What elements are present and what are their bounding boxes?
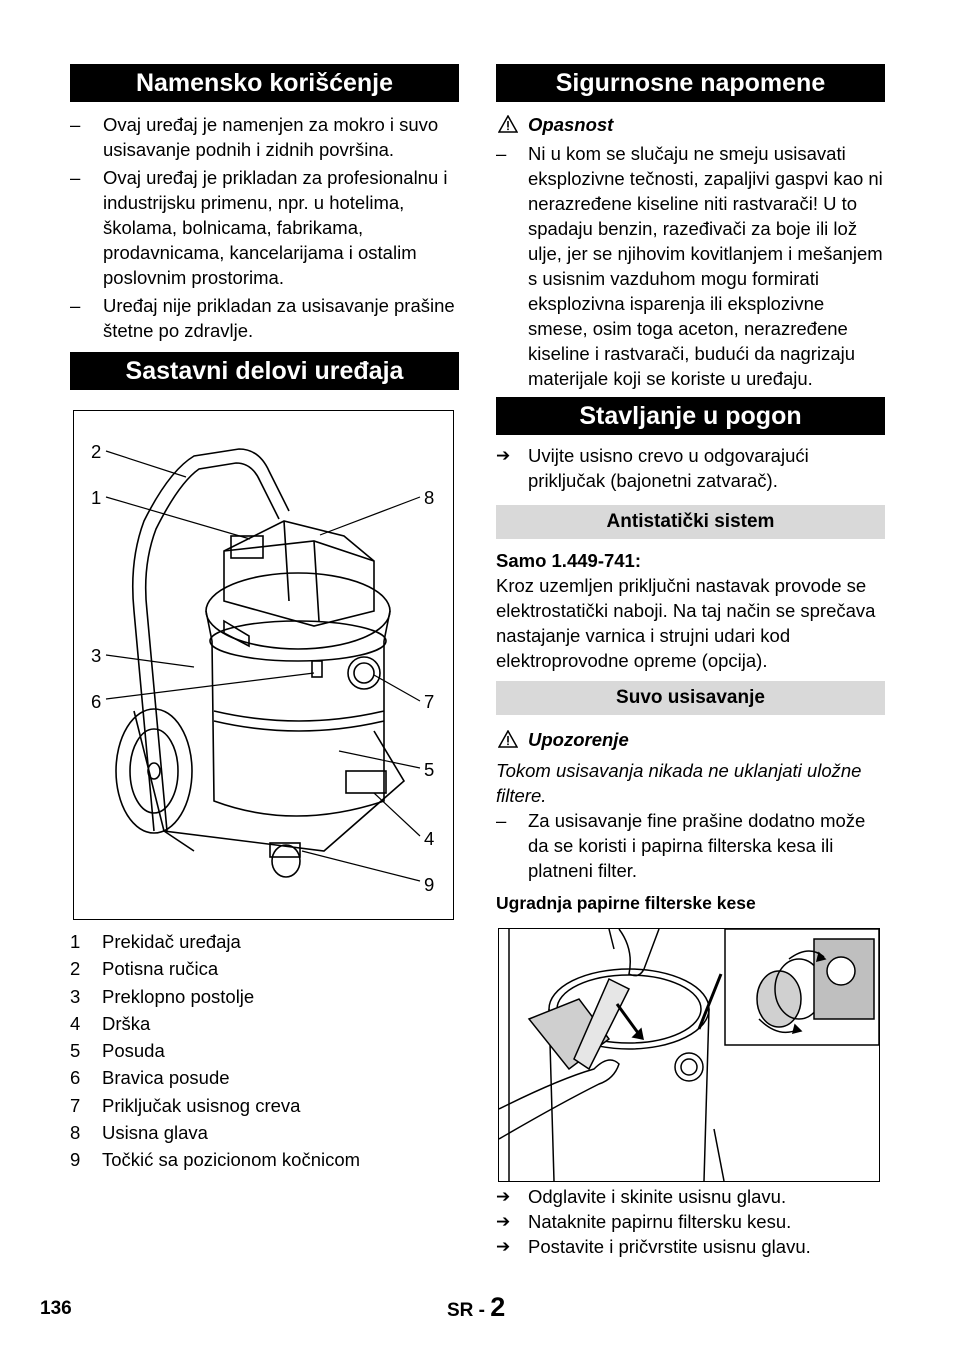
dash-icon: – xyxy=(70,114,81,135)
list-item: 2 Potisna ručica xyxy=(70,958,219,980)
callout-label: 1 xyxy=(91,487,102,508)
callout-label: 5 xyxy=(424,759,435,780)
arrow-right-icon: ➔ xyxy=(496,1237,511,1256)
list-item: 8 Usisna glava xyxy=(70,1122,208,1144)
callout-label: 6 xyxy=(91,691,102,712)
intended-use-list xyxy=(70,112,459,343)
callout-label: 4 xyxy=(424,828,435,849)
dry-vacuum-item: – Za usisavanje fine prašine dodatno može da se koristi i papirna filterska kesa ili platneni filter. xyxy=(496,810,866,881)
subheading-dry-vacuum: Suvo usisavanje xyxy=(496,681,885,715)
danger-text: – Ni u kom se slučaju ne smeju usisavati eksplozivne tečnosti, zapaljivi gaspvi kao ni nerazređene kiseline niti rastvarači! U to spadaju benzin, razeđivači za boje ili lož ulje, jer se njihovim kovitlanjem i mešanjem s usisnim vazduhom mogu formirati eksplozivna isparenja ili eksplozivne smese, osim toga aceton, nerazređene kiseline i rastvarači, budući da nagrizaju materijale koji se koriste u uređaju. xyxy=(496,143,883,389)
install-step: ➔ Nataknite papirnu filtersku kesu. xyxy=(496,1211,792,1232)
section-heading-startup: Stavljanje u pogon xyxy=(496,397,885,435)
vacuum-cleaner-illustration xyxy=(74,411,453,919)
subheading-antistatic: Antistatički sistem xyxy=(496,505,885,539)
callout-label: 3 xyxy=(91,645,102,666)
language-page-label xyxy=(447,1292,505,1323)
dash-icon: – xyxy=(70,167,81,188)
danger-label: Opasnost xyxy=(496,112,885,137)
dash-icon: – xyxy=(496,143,507,164)
antistatic-text: Kroz uzemljen priključni nastavak provode se elektrostatički naboji. Na taj način se sprečava nastajanje varnica i strujni udari kod elektroprovodne opreme (opcija). xyxy=(496,575,876,671)
parts-list xyxy=(70,928,459,1174)
filter-bag-illustration xyxy=(499,929,879,1181)
install-heading: Ugradnja papirne filterske kese xyxy=(496,893,756,913)
install-step: ➔ Odglavite i skinite usisnu glavu. xyxy=(496,1186,787,1207)
callout-label: 2 xyxy=(91,441,102,462)
callout-label: 8 xyxy=(424,487,435,508)
section-heading-components: Sastavni delovi uređaja xyxy=(70,352,459,390)
section-heading-intended-use: Namensko korišćenje xyxy=(70,64,459,102)
arrow-right-icon: ➔ xyxy=(496,1187,511,1206)
list-item: 4 Drška xyxy=(70,1012,151,1034)
vacuum-figure xyxy=(73,410,454,920)
warning-text: Tokom usisavanja nikada ne uklanjati uložne filtere. xyxy=(496,760,862,806)
warning-triangle-icon xyxy=(498,730,518,748)
page-number: 136 xyxy=(40,1298,72,1319)
language-page-number: 2 xyxy=(490,1292,506,1322)
list-item: 9 Točkić sa pozicionom kočnicom xyxy=(70,1149,361,1171)
dash-icon: – xyxy=(70,295,81,316)
startup-step: ➔ Uvijte usisno crevo u odgovarajući priključak (bajonetni zatvarač). xyxy=(496,445,809,491)
language-code: SR - xyxy=(447,1300,491,1321)
callout-label: 7 xyxy=(424,691,435,712)
list-item: – Uređaj nije prikladan za usisavanje prašine štetne po zdravlje. xyxy=(70,295,455,341)
install-steps xyxy=(496,1184,885,1259)
list-item: 5 Posuda xyxy=(70,1040,165,1062)
dash-icon: – xyxy=(496,810,507,831)
right-column xyxy=(496,64,885,1259)
model-note: Samo 1.449-741: xyxy=(496,550,642,571)
list-item: 1 Prekidač uređaja xyxy=(70,931,241,952)
warning-triangle-icon xyxy=(498,115,518,133)
arrow-right-icon: ➔ xyxy=(496,1212,511,1231)
install-step: ➔ Postavite i pričvrstite usisnu glavu. xyxy=(496,1236,811,1257)
install-figure xyxy=(498,928,880,1182)
list-item: 7 Priključak usisnog creva xyxy=(70,1094,301,1116)
section-heading-safety: Sigurnosne napomene xyxy=(496,64,885,102)
list-item: – Ovaj uređaj je namenjen za mokro i suvo usisavanje podnih i zidnih površina. xyxy=(70,114,439,160)
warning-label: Upozorenje xyxy=(496,727,885,752)
list-item: 6 Bravica posude xyxy=(70,1067,230,1089)
left-column xyxy=(70,64,459,1174)
list-item: – Ovaj uređaj je prikladan za profesionalnu i industrijsku primenu, npr. u hotelima, školama, bolnicama, fabrikama, prodavnicama, kancelarijama i ostalim poslovnim prostorima. xyxy=(70,167,448,288)
callout-label: 9 xyxy=(424,874,435,895)
arrow-right-icon: ➔ xyxy=(496,446,511,465)
list-item: 3 Preklopno postolje xyxy=(70,985,255,1007)
